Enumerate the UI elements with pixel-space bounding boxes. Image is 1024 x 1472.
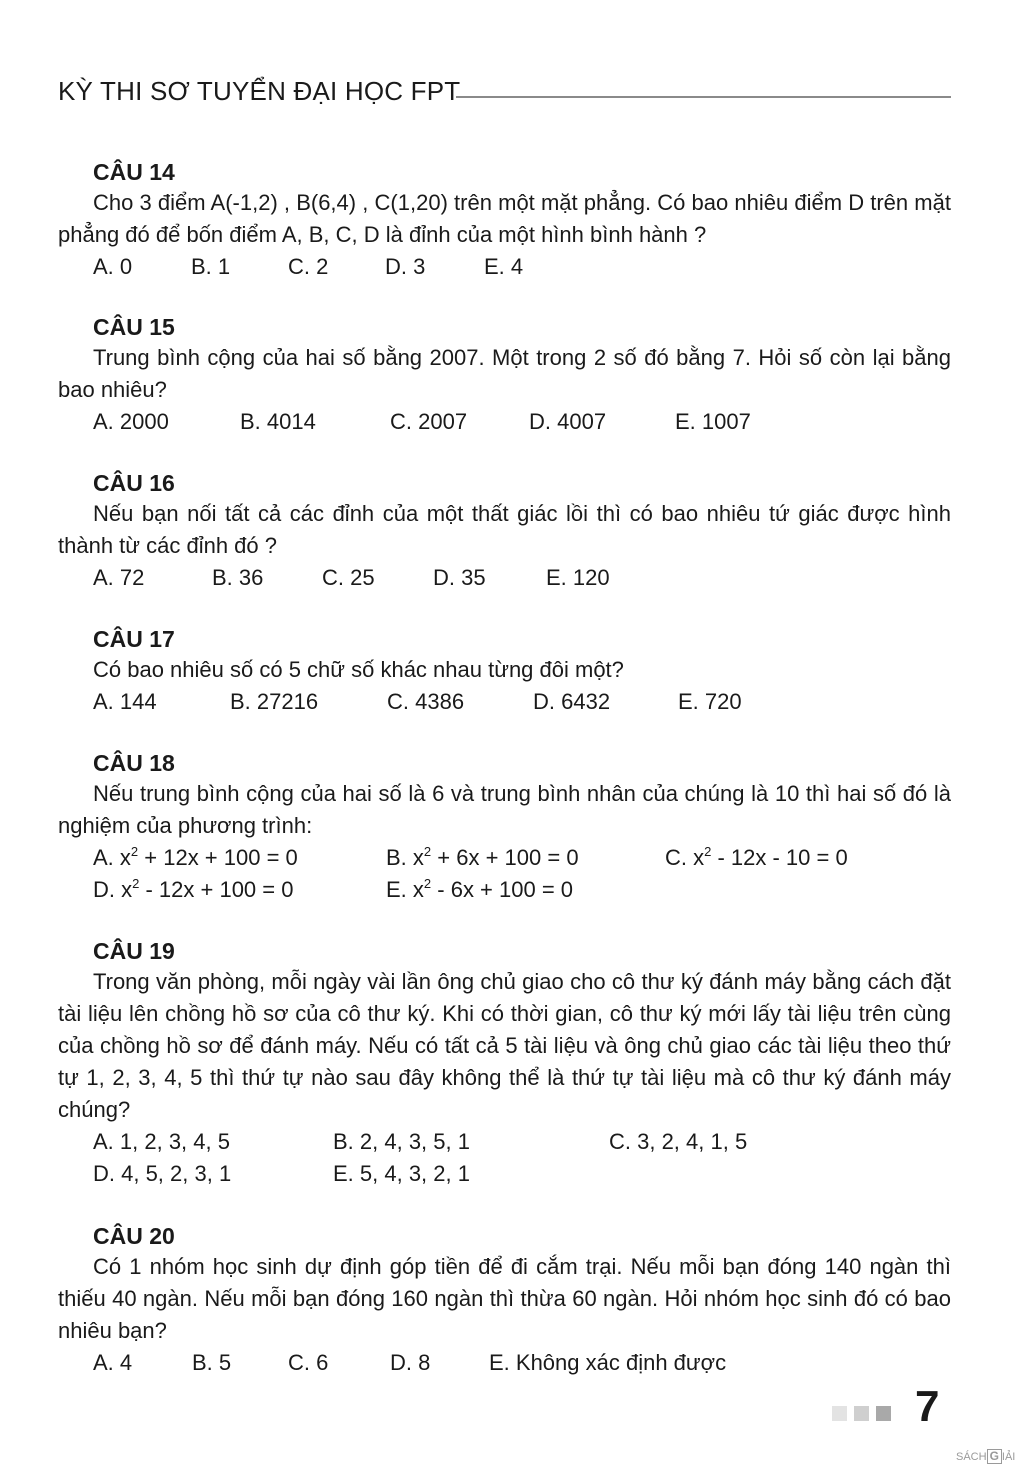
answer-options	[58, 1347, 951, 1379]
question-title: CÂU 19	[93, 938, 175, 964]
decor-square	[876, 1406, 891, 1421]
question-14	[58, 157, 951, 283]
option-a: A. 4	[93, 1350, 133, 1375]
question-title: CÂU 14	[93, 159, 175, 185]
question-text: Nếu trung bình cộng của hai số là 6 và trung bình nhân của chúng là 10 thì hai số đó là nghiệm của phương trình:	[58, 781, 951, 838]
option-b: B. 5	[192, 1350, 232, 1375]
question-16	[58, 468, 951, 594]
option-d: D. 6432	[533, 689, 611, 714]
question-title: CÂU 18	[93, 750, 175, 776]
option-b: B. 27216	[230, 689, 319, 714]
header-rule	[456, 96, 951, 98]
decor-square	[854, 1406, 869, 1421]
option-b: B. 4014	[240, 409, 316, 434]
option-b: B. 1	[191, 254, 231, 279]
question-text: Trong văn phòng, mỗi ngày vài lần ông chủ giao cho cô thư ký đánh máy bằng cách đặt tài liệu lên chồng hồ sơ của cô thư ký. Khi có thời gian, cô thư ký mới lấy tài liệu trên cùng của chồng hồ sơ để đánh máy. Nếu có tất cả 5 tài liệu và ông chủ giao các tài liệu theo thứ tự 1, 2, 3, 4, 5 thì thứ tự nào sau đây không thể là thứ tự tài liệu mà cô thư ký đánh máy chúng?	[58, 969, 951, 1122]
header-title: KỲ THI SƠ TUYỂN ĐẠI HỌC FPT	[58, 76, 461, 106]
watermark-logo: SÁCH G IẢI	[956, 1449, 1016, 1463]
question-19	[58, 936, 951, 1190]
option-d: D. 4, 5, 2, 3, 1	[93, 1161, 232, 1186]
option-c: C. 4386	[387, 689, 465, 714]
question-17	[58, 624, 951, 718]
option-c: C. 2	[288, 254, 329, 279]
option-a: A. 72	[93, 565, 145, 590]
question-text: Cho 3 điểm A(-1,2) , B(6,4) , C(1,20) trên một mặt phẳng. Có bao nhiêu điểm D trên mặt phẳng đó để bốn điểm A, B, C, D là đỉnh của một hình bình hành ?	[58, 190, 951, 247]
question-title: CÂU 20	[93, 1223, 175, 1249]
option-e: E. 1007	[675, 409, 751, 434]
answer-options	[58, 874, 951, 906]
option-b: B. 36	[212, 565, 264, 590]
option-e: E. 720	[678, 689, 742, 714]
option-b: B. $x^2 + 6x + 100 = 0$	[386, 844, 579, 870]
option-d: D. $x^2 - 12x + 100 = 0$	[93, 876, 294, 902]
question-title: CÂU 15	[93, 314, 175, 340]
option-a: A. 1, 2, 3, 4, 5	[93, 1129, 230, 1154]
question-18	[58, 748, 951, 906]
question-title: CÂU 17	[93, 626, 175, 652]
page-header	[58, 76, 951, 116]
question-title: CÂU 16	[93, 470, 175, 496]
question-text: Trung bình cộng của hai số bằng 2007. Một trong 2 số đó bằng 7. Hỏi số còn lại bằng bao nhiêu?	[58, 345, 951, 402]
option-b: B. 2, 4, 3, 5, 1	[333, 1129, 470, 1154]
option-d: D. 4007	[529, 409, 607, 434]
option-c: C. 6	[288, 1350, 329, 1375]
option-a: A. 2000	[93, 409, 169, 434]
question-text: Có 1 nhóm học sinh dự định góp tiền để đi cắm trại. Nếu mỗi bạn đóng 140 ngàn thì thiếu 40 ngàn. Nếu mỗi bạn đóng 160 ngàn thì thừa 60 ngàn. Hỏi nhóm học sinh đó có bao nhiêu bạn?	[58, 1254, 951, 1343]
option-e: E. 120	[546, 565, 610, 590]
option-c: C. 3, 2, 4, 1, 5	[609, 1129, 748, 1154]
page-number: 7	[915, 1382, 940, 1431]
option-e: E. 5, 4, 3, 2, 1	[333, 1161, 470, 1186]
option-a: A. $x^2 + 12x + 100 = 0$	[93, 844, 298, 870]
option-d: D. 35	[433, 565, 486, 590]
option-d: D. 8	[390, 1350, 431, 1375]
answer-options	[58, 562, 951, 594]
answer-options	[58, 406, 951, 438]
option-e: E. Không xác định được	[489, 1350, 727, 1375]
option-c: C. $x^2 - 12x - 10 = 0$	[665, 844, 848, 870]
answer-options	[58, 251, 951, 283]
question-20	[58, 1221, 951, 1379]
option-a: A. 0	[93, 254, 133, 279]
question-text: Có bao nhiêu số có 5 chữ số khác nhau từng đôi một?	[93, 657, 624, 682]
answer-options	[58, 1158, 951, 1190]
option-c: C. 25	[322, 565, 375, 590]
answer-options	[58, 842, 951, 874]
option-e: E. 4	[484, 254, 524, 279]
option-c: C. 2007	[390, 409, 468, 434]
answer-options	[58, 1126, 951, 1158]
question-15	[58, 312, 951, 438]
option-d: D. 3	[385, 254, 426, 279]
decor-square	[832, 1406, 847, 1421]
question-text: Nếu bạn nối tất cả các đỉnh của một thất giác lồi thì có bao nhiêu tứ giác được hình thành từ các đỉnh đó ?	[58, 501, 951, 558]
answer-options	[58, 686, 951, 718]
option-e: E. $x^2 - 6x + 100 = 0$	[386, 876, 574, 902]
option-a: A. 144	[93, 689, 157, 714]
